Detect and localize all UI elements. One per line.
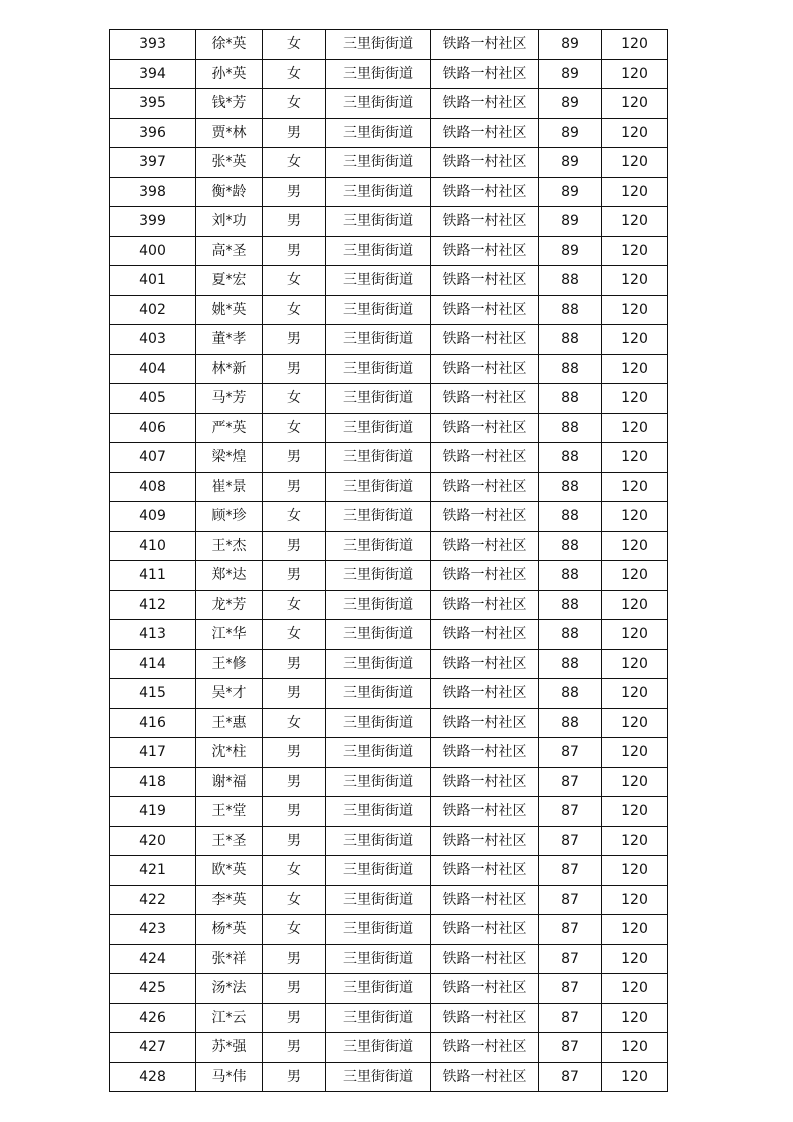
cell-sex: 男 [263, 531, 326, 561]
cell-no: 402 [110, 295, 196, 325]
cell-name: 崔*景 [196, 472, 263, 502]
table-row [110, 679, 668, 709]
cell-no: 400 [110, 236, 196, 266]
table-row [110, 413, 668, 443]
cell-community: 铁路一村社区 [431, 325, 539, 355]
cell-age: 87 [539, 1003, 602, 1033]
cell-no: 403 [110, 325, 196, 355]
cell-no: 393 [110, 30, 196, 60]
cell-amount: 120 [602, 266, 668, 296]
cell-community: 铁路一村社区 [431, 354, 539, 384]
table-row [110, 708, 668, 738]
cell-amount: 120 [602, 974, 668, 1004]
document-page [109, 29, 667, 1092]
cell-age: 88 [539, 266, 602, 296]
cell-street: 三里街街道 [326, 59, 431, 89]
cell-amount: 120 [602, 502, 668, 532]
cell-no: 418 [110, 767, 196, 797]
table-row [110, 856, 668, 886]
cell-name: 刘*功 [196, 207, 263, 237]
cell-sex: 男 [263, 118, 326, 148]
cell-name: 张*英 [196, 148, 263, 178]
cell-age: 88 [539, 590, 602, 620]
cell-street: 三里街街道 [326, 236, 431, 266]
table-row [110, 443, 668, 473]
cell-amount: 120 [602, 89, 668, 119]
cell-street: 三里街街道 [326, 531, 431, 561]
cell-street: 三里街街道 [326, 885, 431, 915]
cell-no: 404 [110, 354, 196, 384]
cell-amount: 120 [602, 531, 668, 561]
cell-amount: 120 [602, 59, 668, 89]
cell-community: 铁路一村社区 [431, 177, 539, 207]
cell-sex: 女 [263, 590, 326, 620]
cell-street: 三里街街道 [326, 797, 431, 827]
cell-amount: 120 [602, 679, 668, 709]
cell-community: 铁路一村社区 [431, 974, 539, 1004]
cell-amount: 120 [602, 708, 668, 738]
cell-community: 铁路一村社区 [431, 797, 539, 827]
cell-amount: 120 [602, 1003, 668, 1033]
cell-street: 三里街街道 [326, 266, 431, 296]
cell-amount: 120 [602, 118, 668, 148]
cell-street: 三里街街道 [326, 89, 431, 119]
cell-name: 王*惠 [196, 708, 263, 738]
cell-street: 三里街街道 [326, 177, 431, 207]
cell-no: 405 [110, 384, 196, 414]
table-row [110, 89, 668, 119]
cell-no: 421 [110, 856, 196, 886]
cell-name: 沈*柱 [196, 738, 263, 768]
cell-name: 王*圣 [196, 826, 263, 856]
cell-name: 李*英 [196, 885, 263, 915]
cell-no: 409 [110, 502, 196, 532]
cell-amount: 120 [602, 413, 668, 443]
table-row [110, 620, 668, 650]
cell-no: 410 [110, 531, 196, 561]
cell-name: 高*圣 [196, 236, 263, 266]
cell-amount: 120 [602, 856, 668, 886]
cell-amount: 120 [602, 767, 668, 797]
cell-name: 梁*煌 [196, 443, 263, 473]
cell-street: 三里街街道 [326, 325, 431, 355]
cell-name: 苏*强 [196, 1033, 263, 1063]
cell-name: 吴*才 [196, 679, 263, 709]
cell-sex: 男 [263, 1033, 326, 1063]
cell-name: 钱*芳 [196, 89, 263, 119]
cell-no: 416 [110, 708, 196, 738]
cell-street: 三里街街道 [326, 295, 431, 325]
cell-no: 398 [110, 177, 196, 207]
cell-age: 88 [539, 708, 602, 738]
cell-amount: 120 [602, 384, 668, 414]
cell-no: 419 [110, 797, 196, 827]
cell-name: 谢*福 [196, 767, 263, 797]
cell-community: 铁路一村社区 [431, 502, 539, 532]
cell-community: 铁路一村社区 [431, 620, 539, 650]
cell-amount: 120 [602, 443, 668, 473]
cell-community: 铁路一村社区 [431, 472, 539, 502]
cell-age: 88 [539, 679, 602, 709]
cell-community: 铁路一村社区 [431, 118, 539, 148]
cell-sex: 女 [263, 708, 326, 738]
cell-name: 江*云 [196, 1003, 263, 1033]
cell-name: 姚*英 [196, 295, 263, 325]
cell-age: 89 [539, 30, 602, 60]
cell-amount: 120 [602, 148, 668, 178]
cell-sex: 女 [263, 885, 326, 915]
cell-street: 三里街街道 [326, 384, 431, 414]
table-row [110, 738, 668, 768]
cell-sex: 男 [263, 826, 326, 856]
table-row [110, 826, 668, 856]
cell-age: 87 [539, 974, 602, 1004]
cell-sex: 女 [263, 148, 326, 178]
cell-community: 铁路一村社区 [431, 384, 539, 414]
cell-street: 三里街街道 [326, 354, 431, 384]
cell-age: 88 [539, 472, 602, 502]
cell-age: 88 [539, 620, 602, 650]
cell-amount: 120 [602, 915, 668, 945]
cell-sex: 男 [263, 443, 326, 473]
cell-street: 三里街街道 [326, 649, 431, 679]
cell-amount: 120 [602, 561, 668, 591]
cell-street: 三里街街道 [326, 472, 431, 502]
cell-street: 三里街街道 [326, 767, 431, 797]
cell-amount: 120 [602, 738, 668, 768]
cell-age: 88 [539, 354, 602, 384]
table-row [110, 118, 668, 148]
cell-no: 422 [110, 885, 196, 915]
cell-amount: 120 [602, 325, 668, 355]
cell-name: 顾*珍 [196, 502, 263, 532]
cell-no: 396 [110, 118, 196, 148]
cell-sex: 女 [263, 266, 326, 296]
cell-street: 三里街街道 [326, 502, 431, 532]
table-row [110, 797, 668, 827]
cell-name: 贾*林 [196, 118, 263, 148]
cell-age: 89 [539, 177, 602, 207]
table-row [110, 531, 668, 561]
table-row [110, 295, 668, 325]
cell-street: 三里街街道 [326, 1003, 431, 1033]
cell-community: 铁路一村社区 [431, 443, 539, 473]
cell-street: 三里街街道 [326, 856, 431, 886]
cell-street: 三里街街道 [326, 443, 431, 473]
cell-community: 铁路一村社区 [431, 295, 539, 325]
cell-age: 88 [539, 325, 602, 355]
cell-street: 三里街街道 [326, 30, 431, 60]
cell-no: 407 [110, 443, 196, 473]
table-row [110, 236, 668, 266]
cell-age: 87 [539, 738, 602, 768]
cell-name: 汤*法 [196, 974, 263, 1004]
cell-sex: 男 [263, 797, 326, 827]
cell-no: 412 [110, 590, 196, 620]
cell-community: 铁路一村社区 [431, 767, 539, 797]
cell-street: 三里街街道 [326, 915, 431, 945]
cell-street: 三里街街道 [326, 207, 431, 237]
table-row [110, 30, 668, 60]
table-row [110, 944, 668, 974]
cell-street: 三里街街道 [326, 620, 431, 650]
cell-street: 三里街街道 [326, 1033, 431, 1063]
cell-street: 三里街街道 [326, 679, 431, 709]
cell-sex: 女 [263, 620, 326, 650]
cell-sex: 女 [263, 413, 326, 443]
cell-age: 89 [539, 236, 602, 266]
cell-no: 417 [110, 738, 196, 768]
cell-sex: 男 [263, 354, 326, 384]
cell-name: 龙*芳 [196, 590, 263, 620]
cell-street: 三里街街道 [326, 738, 431, 768]
cell-no: 424 [110, 944, 196, 974]
cell-sex: 男 [263, 177, 326, 207]
cell-name: 马*芳 [196, 384, 263, 414]
cell-sex: 女 [263, 295, 326, 325]
cell-amount: 120 [602, 944, 668, 974]
cell-community: 铁路一村社区 [431, 30, 539, 60]
table-row [110, 148, 668, 178]
cell-sex: 女 [263, 502, 326, 532]
cell-community: 铁路一村社区 [431, 649, 539, 679]
cell-community: 铁路一村社区 [431, 531, 539, 561]
cell-age: 87 [539, 767, 602, 797]
cell-age: 89 [539, 148, 602, 178]
cell-name: 衡*龄 [196, 177, 263, 207]
cell-community: 铁路一村社区 [431, 59, 539, 89]
table-row [110, 325, 668, 355]
cell-no: 427 [110, 1033, 196, 1063]
cell-community: 铁路一村社区 [431, 148, 539, 178]
cell-community: 铁路一村社区 [431, 885, 539, 915]
table-row [110, 59, 668, 89]
cell-name: 夏*宏 [196, 266, 263, 296]
table-row [110, 502, 668, 532]
cell-community: 铁路一村社区 [431, 679, 539, 709]
cell-age: 89 [539, 118, 602, 148]
table-row [110, 974, 668, 1004]
cell-sex: 女 [263, 856, 326, 886]
cell-sex: 男 [263, 974, 326, 1004]
cell-community: 铁路一村社区 [431, 413, 539, 443]
cell-name: 王*堂 [196, 797, 263, 827]
table-row [110, 177, 668, 207]
cell-community: 铁路一村社区 [431, 826, 539, 856]
cell-age: 88 [539, 295, 602, 325]
roster-table [109, 29, 668, 1092]
cell-amount: 120 [602, 826, 668, 856]
cell-street: 三里街街道 [326, 148, 431, 178]
cell-amount: 120 [602, 649, 668, 679]
cell-amount: 120 [602, 797, 668, 827]
cell-amount: 120 [602, 1033, 668, 1063]
cell-age: 88 [539, 384, 602, 414]
cell-name: 徐*英 [196, 30, 263, 60]
cell-amount: 120 [602, 295, 668, 325]
cell-no: 414 [110, 649, 196, 679]
cell-age: 89 [539, 89, 602, 119]
cell-sex: 男 [263, 325, 326, 355]
cell-age: 87 [539, 797, 602, 827]
cell-age: 87 [539, 944, 602, 974]
cell-community: 铁路一村社区 [431, 1033, 539, 1063]
cell-no: 399 [110, 207, 196, 237]
table-row [110, 1062, 668, 1092]
cell-name: 董*孝 [196, 325, 263, 355]
cell-name: 郑*达 [196, 561, 263, 591]
cell-community: 铁路一村社区 [431, 738, 539, 768]
cell-sex: 男 [263, 767, 326, 797]
cell-name: 张*祥 [196, 944, 263, 974]
cell-name: 林*新 [196, 354, 263, 384]
table-row [110, 384, 668, 414]
cell-name: 王*修 [196, 649, 263, 679]
table-row [110, 767, 668, 797]
cell-age: 88 [539, 649, 602, 679]
cell-age: 88 [539, 561, 602, 591]
cell-name: 王*杰 [196, 531, 263, 561]
cell-street: 三里街街道 [326, 708, 431, 738]
cell-amount: 120 [602, 472, 668, 502]
cell-sex: 女 [263, 59, 326, 89]
cell-no: 428 [110, 1062, 196, 1092]
cell-no: 401 [110, 266, 196, 296]
cell-street: 三里街街道 [326, 826, 431, 856]
table-row [110, 354, 668, 384]
cell-sex: 男 [263, 561, 326, 591]
cell-street: 三里街街道 [326, 118, 431, 148]
cell-street: 三里街街道 [326, 561, 431, 591]
cell-no: 408 [110, 472, 196, 502]
cell-name: 欧*英 [196, 856, 263, 886]
cell-name: 马*伟 [196, 1062, 263, 1092]
cell-amount: 120 [602, 236, 668, 266]
cell-sex: 男 [263, 944, 326, 974]
table-row [110, 885, 668, 915]
table-row [110, 1003, 668, 1033]
cell-sex: 男 [263, 1062, 326, 1092]
cell-community: 铁路一村社区 [431, 89, 539, 119]
cell-community: 铁路一村社区 [431, 856, 539, 886]
cell-street: 三里街街道 [326, 590, 431, 620]
table-row [110, 915, 668, 945]
cell-sex: 女 [263, 915, 326, 945]
cell-amount: 120 [602, 885, 668, 915]
cell-age: 88 [539, 502, 602, 532]
roster-table-body [110, 30, 668, 1092]
cell-community: 铁路一村社区 [431, 944, 539, 974]
cell-community: 铁路一村社区 [431, 236, 539, 266]
cell-no: 415 [110, 679, 196, 709]
cell-community: 铁路一村社区 [431, 1062, 539, 1092]
cell-sex: 女 [263, 89, 326, 119]
cell-age: 88 [539, 413, 602, 443]
cell-no: 420 [110, 826, 196, 856]
table-row [110, 266, 668, 296]
cell-age: 88 [539, 531, 602, 561]
cell-street: 三里街街道 [326, 413, 431, 443]
cell-street: 三里街街道 [326, 974, 431, 1004]
cell-age: 87 [539, 856, 602, 886]
cell-sex: 男 [263, 649, 326, 679]
cell-age: 87 [539, 826, 602, 856]
cell-age: 87 [539, 885, 602, 915]
cell-age: 89 [539, 207, 602, 237]
cell-no: 413 [110, 620, 196, 650]
cell-amount: 120 [602, 177, 668, 207]
cell-age: 87 [539, 1062, 602, 1092]
cell-name: 江*华 [196, 620, 263, 650]
cell-sex: 女 [263, 384, 326, 414]
table-row [110, 1033, 668, 1063]
cell-sex: 男 [263, 207, 326, 237]
cell-no: 394 [110, 59, 196, 89]
cell-community: 铁路一村社区 [431, 590, 539, 620]
table-row [110, 472, 668, 502]
cell-amount: 120 [602, 620, 668, 650]
cell-no: 406 [110, 413, 196, 443]
cell-sex: 男 [263, 679, 326, 709]
cell-no: 425 [110, 974, 196, 1004]
cell-amount: 120 [602, 1062, 668, 1092]
cell-community: 铁路一村社区 [431, 1003, 539, 1033]
cell-amount: 120 [602, 354, 668, 384]
cell-street: 三里街街道 [326, 944, 431, 974]
cell-sex: 男 [263, 236, 326, 266]
cell-name: 严*英 [196, 413, 263, 443]
cell-no: 397 [110, 148, 196, 178]
cell-no: 423 [110, 915, 196, 945]
table-row [110, 590, 668, 620]
cell-community: 铁路一村社区 [431, 561, 539, 591]
cell-amount: 120 [602, 590, 668, 620]
cell-name: 杨*英 [196, 915, 263, 945]
cell-amount: 120 [602, 207, 668, 237]
cell-sex: 女 [263, 30, 326, 60]
cell-no: 426 [110, 1003, 196, 1033]
table-row [110, 207, 668, 237]
cell-age: 89 [539, 59, 602, 89]
cell-age: 87 [539, 1033, 602, 1063]
cell-community: 铁路一村社区 [431, 915, 539, 945]
cell-community: 铁路一村社区 [431, 207, 539, 237]
cell-sex: 男 [263, 738, 326, 768]
table-row [110, 561, 668, 591]
cell-age: 88 [539, 443, 602, 473]
cell-community: 铁路一村社区 [431, 708, 539, 738]
cell-age: 87 [539, 915, 602, 945]
cell-sex: 男 [263, 1003, 326, 1033]
table-row [110, 649, 668, 679]
cell-amount: 120 [602, 30, 668, 60]
cell-no: 411 [110, 561, 196, 591]
cell-sex: 男 [263, 472, 326, 502]
cell-name: 孙*英 [196, 59, 263, 89]
cell-street: 三里街街道 [326, 1062, 431, 1092]
cell-community: 铁路一村社区 [431, 266, 539, 296]
cell-no: 395 [110, 89, 196, 119]
